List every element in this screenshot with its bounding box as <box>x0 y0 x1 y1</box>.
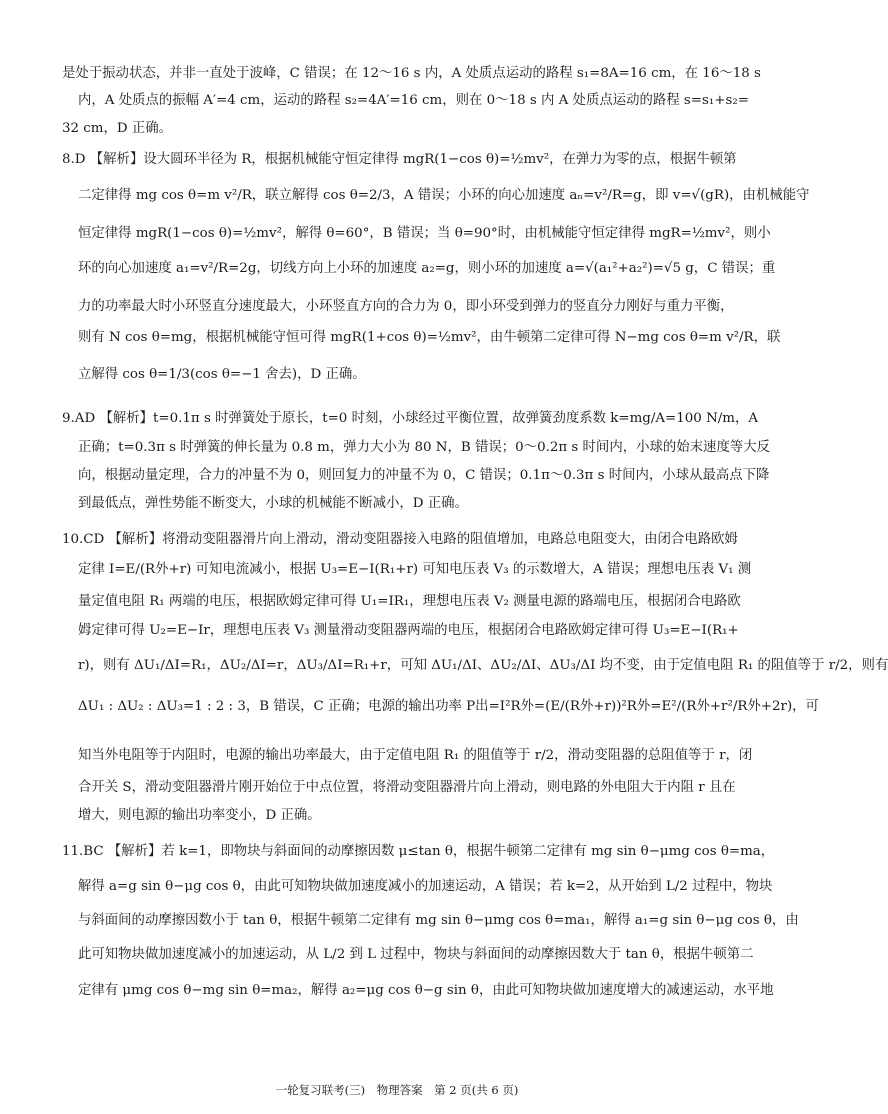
answer-8-line: 恒定律得 mgR(1−cos θ)=½mv²，解得 θ=60°，B 错误；当 θ=90°时，由机械能守恒定律得 mgR=½mv²，则小 <box>78 226 771 241</box>
answer-8-line: 8.D 【解析】设大圆环半径为 R，根据机械能守恒定律得 mgR(1−cos θ)=½mv²，在弹力为零的点，根据牛顿第 <box>62 152 737 167</box>
answer-10-line: r)，则有 ΔU₁/ΔI=R₁，ΔU₂/ΔI=r，ΔU₃/ΔI=R₁+r，可知 ΔU₁/ΔI、ΔU₂/ΔI、ΔU₃/ΔI 均不变，由于定值电阻 R₁ 的阻值等于 r/2，则有 <box>78 658 888 673</box>
answer-11-line: 此可知物块做加速度减小的加速运动，从 L/2 到 L 过程中，物块与斜面间的动摩擦因数大于 tan θ，根据牛顿第二 <box>78 947 754 962</box>
answer-10-line: 合开关 S，滑动变阻器滑片刚开始位于中点位置，将滑动变阻器滑片向上滑动，则电路的外电阻大于内阻 r 且在 <box>78 780 736 795</box>
answer-11-line: 定律有 μmg cos θ−mg sin θ=ma₂，解得 a₂=μg cos θ−g sin θ，由此可知物块做加速度增大的减速运动，水平地 <box>78 983 774 998</box>
answer-10-line: 知当外电阻等于内阻时，电源的输出功率最大，由于定值电阻 R₁ 的阻值等于 r/2，滑动变阻器的总阻值等于 r，闭 <box>78 748 753 763</box>
answer-11-line: 解得 a=g sin θ−μg cos θ，由此可知物块做加速度减小的加速运动，A 错误；若 k=2，从开始到 L/2 过程中，物块 <box>78 879 773 894</box>
answer-9-line: 到最低点，弹性势能不断变大，小球的机械能不断减小，D 正确。 <box>78 496 468 511</box>
page-footer: 一轮复习联考(三) 物理答案 第 2 页(共 6 页) <box>275 1083 519 1097</box>
answer-8-line: 则有 N cos θ=mg，根据机械能守恒可得 mgR(1+cos θ)=½mv²，由牛顿第二定律可得 N−mg cos θ=m v²/R，联 <box>78 330 781 345</box>
answer-8-line: 立解得 cos θ=1/3(cos θ=−1 舍去)，D 正确。 <box>78 367 366 382</box>
text-line: 是处于振动状态，并非一直处于波峰，C 错误；在 12～16 s 内，A 处质点运动的路程 s₁=8A=16 cm，在 16～18 s <box>62 66 761 81</box>
answer-10-line: 10.CD 【解析】将滑动变阻器滑片向上滑动，滑动变阻器接入电路的阻值增加，电路总电阻变大，由闭合电路欧姆 <box>62 532 738 547</box>
answer-9-line: 正确；t=0.3π s 时弹簧的伸长量为 0.8 m，弹力大小为 80 N，B 错误；0～0.2π s 时间内，小球的始末速度等大反 <box>78 440 771 455</box>
answer-9-line: 向，根据动量定理，合力的冲量不为 0，则回复力的冲量不为 0，C 错误；0.1π～0.3π s 时间内，小球从最高点下降 <box>78 468 770 483</box>
answer-10-line: 姆定律可得 U₂=E−Ir，理想电压表 V₃ 测量滑动变阻器两端的电压，根据闭合电路欧姆定律可得 U₃=E−I(R₁+ <box>78 623 739 638</box>
answer-10-line: 量定值电阻 R₁ 两端的电压，根据欧姆定律可得 U₁=IR₁，理想电压表 V₂ 测量电源的路端电压，根据闭合电路欧 <box>78 594 741 609</box>
answer-10-line: ΔU₁ : ΔU₂ : ΔU₃=1 : 2 : 3，B 错误，C 正确；电源的输出功率 P出=I²R外=(E/(R外+r))²R外=E²/(R外+r²/R外+2r)，可 <box>78 699 819 714</box>
answer-9-line: 9.AD 【解析】t=0.1π s 时弹簧处于原长，t=0 时刻，小球经过平衡位置，故弹簧劲度系数 k=mg/A=100 N/m，A <box>62 411 759 426</box>
text-line: 内，A 处质点的振幅 A′=4 cm，运动的路程 s₂=4A′=16 cm，则在 0～18 s 内 A 处质点运动的路程 s=s₁+s₂= <box>78 93 749 108</box>
answer-11-line: 与斜面间的动摩擦因数小于 tan θ，根据牛顿第二定律有 mg sin θ−μmg cos θ=ma₁，解得 a₁=g sin θ−μg cos θ，由 <box>78 913 799 928</box>
answer-11-line: 11.BC 【解析】若 k=1，即物块与斜面间的动摩擦因数 μ≤tan θ，根据牛顿第二定律有 mg sin θ−μmg cos θ=ma， <box>62 844 775 859</box>
answer-8-line: 二定律得 mg cos θ=m v²/R，联立解得 cos θ=2/3，A 错误；小环的向心加速度 aₙ=v²/R=g，即 v=√(gR)，由机械能守 <box>78 188 810 203</box>
answer-8-line: 环的向心加速度 a₁=v²/R=2g，切线方向上小环的加速度 a₂=g，则小环的加速度 a=√(a₁²+a₂²)=√5 g，C 错误；重 <box>78 261 776 276</box>
text-line: 32 cm，D 正确。 <box>62 121 173 136</box>
answer-10-line: 定律 I=E/(R外+r) 可知电流减小，根据 U₃=E−I(R₁+r) 可知电压表 V₃ 的示数增大，A 错误；理想电压表 V₁ 测 <box>78 562 752 577</box>
answer-8-line: 力的功率最大时小环竖直分速度最大，小环竖直方向的合力为 0，即小环受到弹力的竖直分力刚好与重力平衡， <box>78 299 734 314</box>
answer-10-line: 增大，则电源的输出功率变小，D 正确。 <box>78 808 321 823</box>
